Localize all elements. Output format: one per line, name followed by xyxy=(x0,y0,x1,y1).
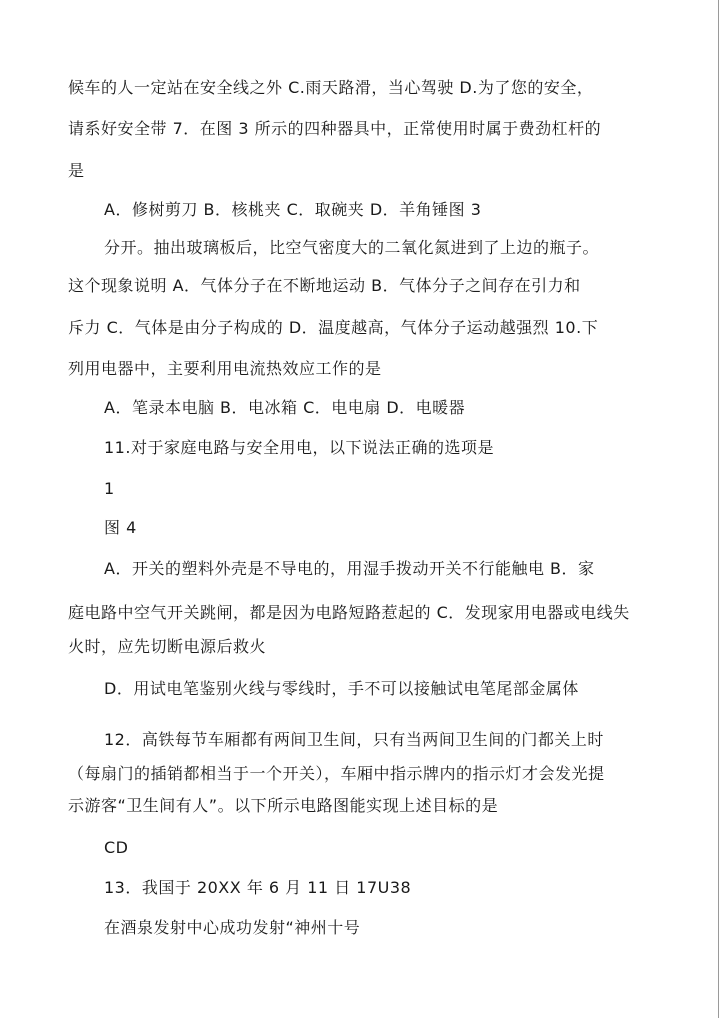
figure-label: 图 4 xyxy=(104,518,137,537)
text-line-18: （每扇门的插销都相当于一个开关），车厢中指示牌内的指示灯才会发光提 xyxy=(68,764,605,783)
text-line-5: 分开。抽出玻璃板后，比空气密度大的二氧化氮进到了上边的瓶子。 xyxy=(104,238,600,257)
text-line-17: 12．高铁每节车厢都有两间卫生间，只有当两间卫生间的门都关上时 xyxy=(104,730,604,749)
text-line-16: D．用试电笔鉴别火线与零线时，手不可以接触试电笔尾部金属体 xyxy=(104,679,579,698)
text-line-22: 在酒泉发射中心成功发射“神州十号 xyxy=(104,918,361,937)
page-number: 1 xyxy=(104,479,115,498)
text-line-4: A．修树剪刀 B．核桃夹 C．取碗夹 D．羊角锤图 3 xyxy=(104,200,482,219)
text-line-9: A．笔录本电脑 B．电冰箱 C．电电扇 D．电暖器 xyxy=(104,398,466,417)
text-line-21: 13．我国于 20XX 年 6 月 11 日 17U38 xyxy=(104,878,412,897)
text-line-3: 是 xyxy=(68,161,85,180)
text-line-10: 11.对于家庭电路与安全用电，以下说法正确的选项是 xyxy=(104,438,494,457)
text-line-8: 列用电器中，主要利用电流热效应工作的是 xyxy=(68,359,382,378)
text-line-7: 斥力 C．气体是由分子构成的 D．温度越高，气体分子运动越强烈 10.下 xyxy=(68,318,599,337)
text-line-1: 候车的人一定站在安全线之外 C.雨天路滑，当心驾驶 D.为了您的安全， xyxy=(68,78,594,97)
text-line-14: 庭电路中空气开关跳闸，都是因为电路短路惹起的 C．发现家用电器或电线失 xyxy=(68,603,630,622)
text-line-2: 请系好安全带 7．在图 3 所示的四种器具中，正常使用时属于费劲杠杆的 xyxy=(68,119,602,138)
text-line-20: CD xyxy=(104,838,129,857)
text-line-13: A．开关的塑料外壳是不导电的，用湿手拨动开关不行能触电 B．家 xyxy=(104,559,595,578)
text-line-15: 火时，应先切断电源后救火 xyxy=(68,637,267,656)
text-line-19: 示游客“卫生间有人”。以下所示电路图能实现上述目标的是 xyxy=(68,796,499,815)
text-line-6: 这个现象说明 A．气体分子在不断地运动 B．气体分子之间存在引力和 xyxy=(68,276,581,295)
